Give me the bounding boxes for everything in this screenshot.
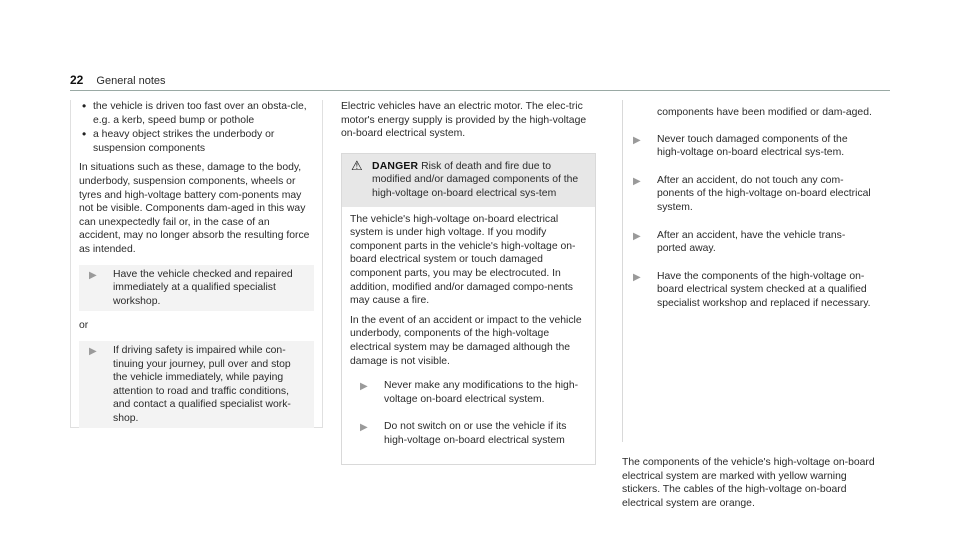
body-paragraph: The components of the vehicle's high-voltage on-board electrical system are marked with yellow warning stickers. The cables of the high-voltage on-board electrical system are orange. — [622, 457, 875, 509]
instruction-step — [350, 376, 587, 409]
bullet-item: • the vehicle is driven too fast over an obsta-cle, e.g. a kerb, speed bump or pothole — [79, 100, 314, 127]
danger-paragraph: The vehicle's high-voltage on-board electrical system is under high voltage. If you modify component parts in the vehicle's high-voltage on-board electrical system or touch damaged component parts, you may be electrocuted. In addition, modified and/or damaged compo-nents may cause a fire. — [350, 213, 576, 307]
arrow-right-icon: ▶ — [633, 175, 641, 187]
arrow-right-icon: ▶ — [360, 422, 368, 434]
danger-header — [342, 154, 595, 207]
arrow-right-icon: ▶ — [633, 230, 641, 242]
danger-label: DANGER — [372, 160, 419, 172]
or-label: or — [79, 320, 89, 332]
step-text: After an accident, do not touch any com-ponents of the high-voltage on-board electrical system. — [657, 174, 871, 213]
arrow-right-icon: ▶ — [633, 134, 641, 146]
instruction-step — [623, 267, 880, 314]
arrow-right-icon: ▶ — [360, 381, 368, 393]
step-text: Have the components of the high-voltage on-board electrical system checked at a qualified specialist workshop and replaced if necessary. — [657, 270, 871, 309]
bullet-item: • a heavy object strikes the underbody or suspension components — [79, 128, 314, 155]
danger-heading: Risk of death and fire due to modified and/or damaged components of the high-voltage on-board electrical sys-tem — [372, 160, 579, 199]
step-text: Have the vehicle checked and repaired immediately at a qualified specialist workshop. — [113, 268, 293, 307]
instruction-step — [623, 171, 880, 218]
page-header — [70, 74, 166, 89]
continued-text: components have been modified or dam-aged. — [657, 107, 872, 118]
section-title: General notes — [96, 75, 166, 87]
intro-paragraph: Electric vehicles have an electric motor. The elec-tric motor's energy supply is provided by the high-voltage on-board electrical system. — [341, 101, 587, 140]
instruction-step — [79, 341, 314, 429]
column-left — [70, 100, 323, 428]
column-middle — [341, 100, 596, 465]
arrow-right-icon: ▶ — [633, 271, 641, 283]
instruction-step — [623, 226, 880, 259]
page-number: 22 — [70, 73, 84, 87]
header-divider — [70, 90, 890, 91]
warning-triangle-icon: ⚠ — [351, 157, 363, 173]
instruction-step — [79, 265, 314, 312]
danger-continued — [622, 100, 880, 442]
column-right — [622, 100, 880, 510]
arrow-right-icon: ▶ — [89, 345, 97, 357]
danger-paragraph: In the event of an accident or impact to the vehicle underbody, components of the high-voltage electrical system may be damaged although the damage is not visible. — [350, 314, 582, 367]
step-text: Never make any modifications to the high-voltage on-board electrical system. — [384, 380, 579, 405]
danger-body — [342, 207, 595, 465]
step-text: Do not switch on or use the vehicle if its high-voltage on-board electrical system — [384, 421, 567, 446]
step-text: Never touch damaged components of the high-voltage on-board electrical sys-tem. — [657, 133, 848, 159]
danger-notice — [341, 153, 596, 466]
instruction-step — [350, 417, 587, 450]
arrow-right-icon: ▶ — [89, 269, 97, 281]
step-text: After an accident, have the vehicle trans-ported away. — [657, 229, 846, 255]
instruction-step — [623, 130, 880, 163]
body-paragraph: In situations such as these, damage to the body, underbody, suspension components, wheels or tyres and high-voltage battery com-ponents may not be visible. Components dam-aged in this way can unexpectedly fail or, in the case of an accident, may no longer absorb the resulting force as intended. — [79, 162, 310, 255]
step-text: If driving safety is impaired while con-tinuing your journey, pull over and stop the vehicle immediately, while paying attention to road and traffic conditions, and contact a qualified specialist work-shop. — [113, 344, 291, 424]
